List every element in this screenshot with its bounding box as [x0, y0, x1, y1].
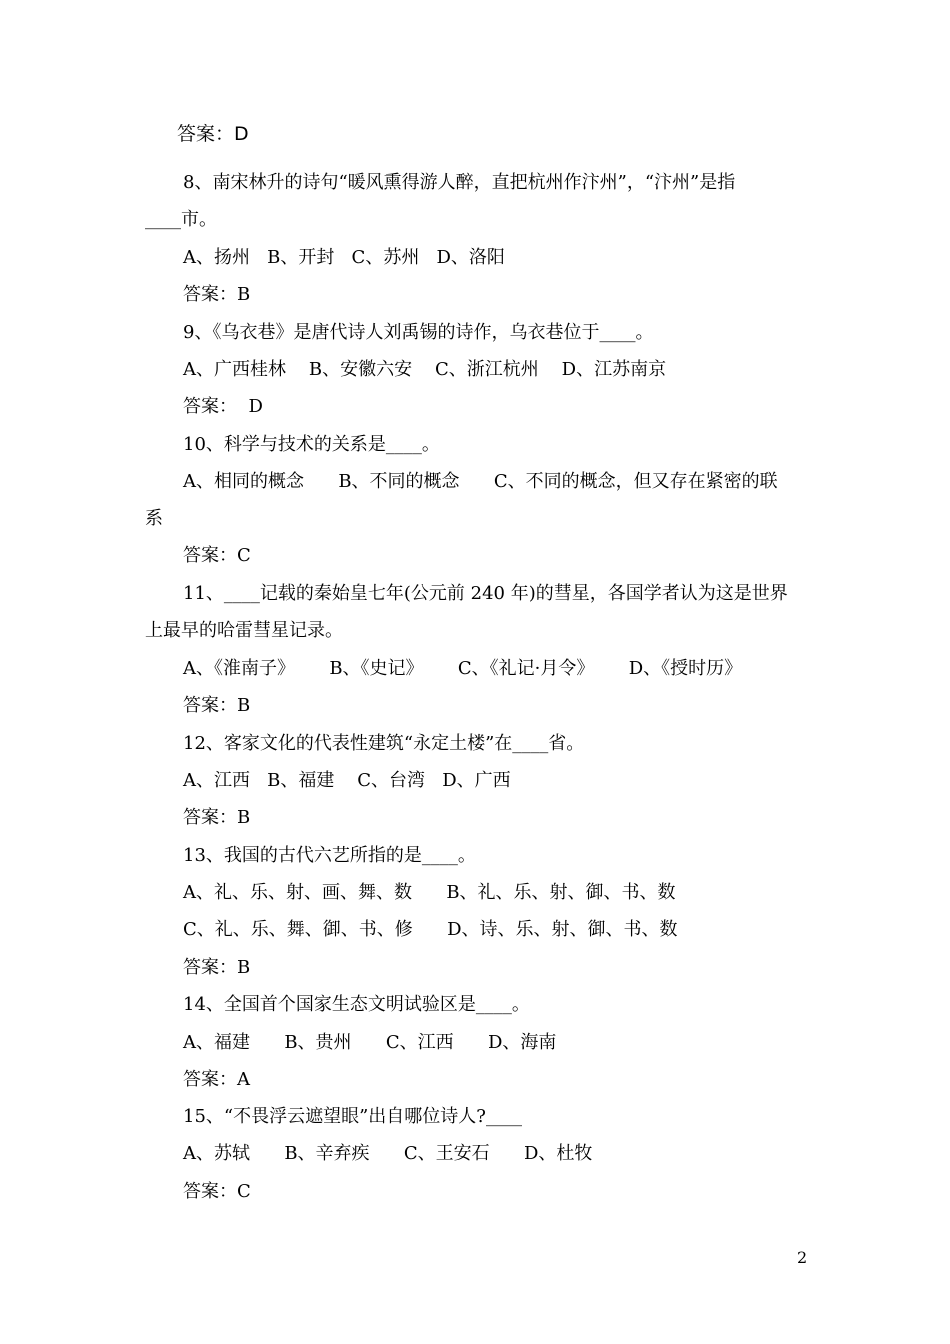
question-line: 9、《乌衣巷》是唐代诗人刘禹锡的诗作，乌衣巷位于____。 [183, 322, 654, 343]
question-line: 11、____记载的秦始皇七年(公元前 240 年)的彗星，各国学者认为这是世界 [183, 583, 788, 604]
question-line: 13、我国的古代六艺所指的是____。 [183, 845, 476, 866]
question-line: 14、全国首个国家生态文明试验区是____。 [183, 994, 530, 1015]
options-line: A、相同的概念 B、不同的概念 C、不同的概念，但又存在紧密的联 [183, 471, 778, 492]
answer-line: 答案：C [183, 545, 251, 566]
question-continuation: ____市。 [145, 209, 217, 230]
page-number: 2 [797, 1248, 808, 1267]
options-line: A、苏轼 B、辛弃疾 C、王安石 D、杜牧 [183, 1143, 593, 1164]
options-line: A、广西桂林 B、安徽六安 C、浙江杭州 D、江苏南京 [183, 359, 667, 380]
options-continuation: 系 [145, 508, 163, 529]
options-line: A、《淮南子》 B、《史记》 C、《礼记·月令》 D、《授时历》 [183, 658, 743, 679]
question-continuation: 上最早的哈雷彗星记录。 [145, 620, 343, 641]
answer-line: 答案：B [183, 695, 251, 716]
question-line: 15、“不畏浮云遮望眼”出自哪位诗人?____ [183, 1106, 522, 1127]
options-line: C、礼、乐、舞、御、书、修 D、诗、乐、射、御、书、数 [183, 919, 678, 940]
options-line: A、江西 B、福建 C、台湾 D、广西 [183, 770, 511, 791]
question-line: 10、科学与技术的关系是____。 [183, 434, 440, 455]
answer-line: 答案：B [183, 284, 251, 305]
options-line: A、礼、乐、射、画、舞、数 B、礼、乐、射、御、书、数 [183, 882, 676, 903]
answer-line: 答案：D [177, 123, 249, 145]
options-line: A、福建 B、贵州 C、江西 D、海南 [183, 1032, 557, 1053]
question-line: 8、南宋林升的诗句“暖风熏得游人醉，直把杭州作汴州”，“汴州”是指 [183, 172, 736, 193]
answer-line: 答案： D [183, 396, 263, 417]
answer-line: 答案：B [183, 957, 251, 978]
answer-line: 答案：A [183, 1069, 250, 1090]
options-line: A、扬州 B、开封 C、苏州 D、洛阳 [183, 247, 505, 268]
answer-line: 答案：B [183, 807, 251, 828]
question-line: 12、客家文化的代表性建筑“永定土楼”在____省。 [183, 733, 585, 754]
answer-line: 答案：C [183, 1181, 251, 1202]
